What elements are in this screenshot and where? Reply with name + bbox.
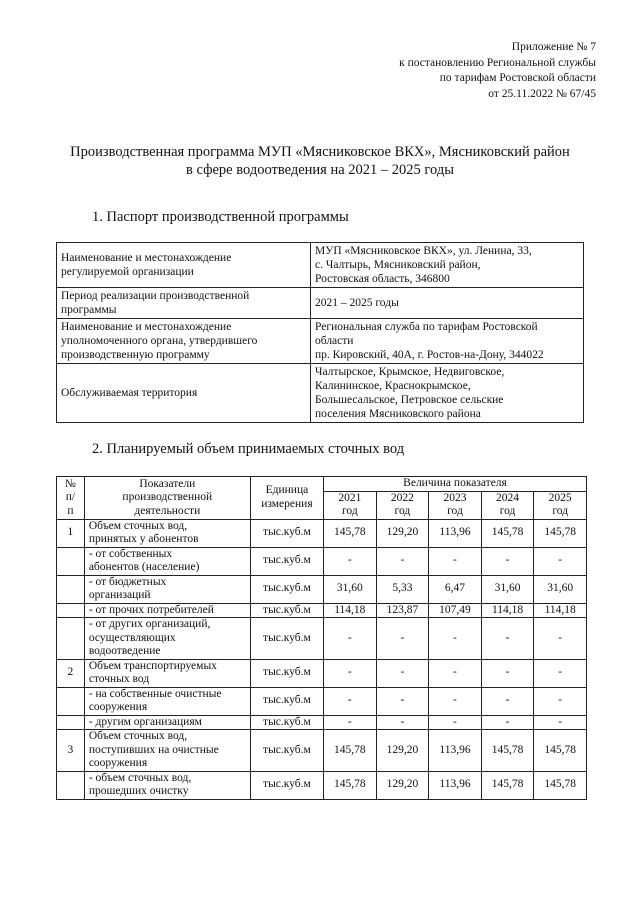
passport-table-body [57, 243, 584, 423]
row-value: - [481, 618, 534, 660]
row-value: - [429, 547, 482, 575]
row-unit: тыс.куб.м [250, 687, 323, 715]
row-value: 31,60 [481, 575, 534, 603]
passport-row [57, 288, 584, 319]
row-value: 145,78 [324, 730, 377, 772]
row-indicator: - от прочих потребителей [84, 603, 250, 618]
row-indicator: - от других организаций, осуществляющих водоотведение [84, 618, 250, 660]
row-value: - [376, 715, 429, 730]
row-value: 113,96 [429, 771, 482, 799]
passport-table [56, 242, 584, 423]
row-num [57, 547, 85, 575]
passport-value: МУП «Мясниковское ВКХ», ул. Ленина, 33, с. Чалтырь, Мясниковский район, Ростовская область, 346800 [311, 243, 584, 288]
row-unit: тыс.куб.м [250, 547, 323, 575]
row-indicator: - на собственные очистные сооружения [84, 687, 250, 715]
row-unit: тыс.куб.м [250, 603, 323, 618]
row-num: 3 [57, 730, 85, 772]
row-value: - [429, 715, 482, 730]
annex-line: к постановлению Региональной службы [399, 56, 596, 69]
table-row [57, 519, 587, 547]
header-year: 2025 год [534, 491, 587, 519]
header-year: 2021 год [324, 491, 377, 519]
row-value: 113,96 [429, 519, 482, 547]
row-value: - [481, 659, 534, 687]
row-value: - [324, 547, 377, 575]
row-num [57, 575, 85, 603]
section-heading-passport: 1. Паспорт производственной программы [92, 209, 349, 225]
row-unit: тыс.куб.м [250, 519, 323, 547]
table-row [57, 618, 587, 660]
row-num [57, 618, 85, 660]
row-num: 1 [57, 519, 85, 547]
row-num [57, 687, 85, 715]
row-value: 129,20 [376, 519, 429, 547]
table-row [57, 715, 587, 730]
row-value: - [324, 618, 377, 660]
row-value: - [324, 715, 377, 730]
row-value: 107,49 [429, 603, 482, 618]
row-num [57, 715, 85, 730]
annex-line: Приложение № 7 [511, 41, 596, 53]
row-value: - [324, 687, 377, 715]
row-value: 129,20 [376, 771, 429, 799]
annex-block [399, 40, 596, 102]
row-value: - [481, 687, 534, 715]
passport-value: Чалтырское, Крымское, Недвиговское, Калининское, Краснокрымское, Большесальское, Петровское сельские поселения Мясниковского района [311, 364, 584, 423]
row-value: 5,33 [376, 575, 429, 603]
header-unit: Единица измерения [250, 477, 323, 520]
row-value: 145,78 [481, 771, 534, 799]
passport-value: Региональная служба по тарифам Ростовской области пр. Кировский, 40А, г. Ростов-на-Дону, 344022 [311, 319, 584, 364]
row-value: - [429, 659, 482, 687]
row-value: - [534, 659, 587, 687]
row-indicator: Объем сточных вод, поступивших на очистные сооружения [84, 730, 250, 772]
title-line: Производственная программа МУП «Мясниковское ВКХ», Мясниковский район [70, 144, 570, 160]
volume-table [56, 476, 587, 800]
row-value: - [534, 547, 587, 575]
passport-label: Период реализации производственной программы [57, 288, 311, 319]
row-value: - [429, 687, 482, 715]
row-value: 145,78 [534, 771, 587, 799]
row-value: 129,20 [376, 730, 429, 772]
row-num: 2 [57, 659, 85, 687]
table-row [57, 603, 587, 618]
document-title [40, 143, 600, 179]
section-heading-volume: 2. Планируемый объем принимаемых сточных вод [92, 441, 405, 457]
header-value: Величина показателя [324, 477, 587, 492]
row-value: - [534, 687, 587, 715]
table-row [57, 659, 587, 687]
annex-line: по тарифам Ростовской области [439, 72, 596, 84]
row-value: 145,78 [481, 519, 534, 547]
header-year: 2022 год [376, 491, 429, 519]
row-num [57, 771, 85, 799]
row-num [57, 603, 85, 618]
passport-value: 2021 – 2025 годы [311, 288, 584, 319]
row-value: - [429, 618, 482, 660]
row-value: 145,78 [534, 730, 587, 772]
row-indicator: Объем транспортируемых сточных вод [84, 659, 250, 687]
passport-label: Наименование и местонахождение уполномоченного органа, утвердившего производственную программу [57, 319, 311, 364]
row-unit: тыс.куб.м [250, 575, 323, 603]
table-row [57, 547, 587, 575]
row-value: - [376, 547, 429, 575]
row-value: - [481, 547, 534, 575]
row-unit: тыс.куб.м [250, 618, 323, 660]
row-unit: тыс.куб.м [250, 659, 323, 687]
row-value: - [534, 618, 587, 660]
row-value: - [481, 715, 534, 730]
row-value: 31,60 [324, 575, 377, 603]
row-indicator: Объем сточных вод, принятых у абонентов [84, 519, 250, 547]
row-value: 114,18 [481, 603, 534, 618]
row-indicator: - другим организациям [84, 715, 250, 730]
row-value: - [324, 659, 377, 687]
row-value: 123,87 [376, 603, 429, 618]
title-line: в сфере водоотведения на 2021 – 2025 годы [186, 162, 454, 178]
row-unit: тыс.куб.м [250, 730, 323, 772]
header-year: 2023 год [429, 491, 482, 519]
volume-table-body [57, 519, 587, 799]
row-unit: тыс.куб.м [250, 771, 323, 799]
row-indicator: - объем сточных вод, прошедших очистку [84, 771, 250, 799]
passport-row [57, 364, 584, 423]
row-value: 6,47 [429, 575, 482, 603]
header-num: № п/ п [57, 477, 85, 520]
row-indicator: - от собственных абонентов (население) [84, 547, 250, 575]
table-row [57, 575, 587, 603]
table-row [57, 771, 587, 799]
row-value: - [376, 618, 429, 660]
row-value: 145,78 [324, 771, 377, 799]
header-year: 2024 год [481, 491, 534, 519]
row-value: 31,60 [534, 575, 587, 603]
row-value: 145,78 [481, 730, 534, 772]
header-indicator: Показатели производственной деятельности [84, 477, 250, 520]
row-indicator: - от бюджетных организаций [84, 575, 250, 603]
row-value: - [376, 687, 429, 715]
passport-label: Наименование и местонахождение регулируемой организации [57, 243, 311, 288]
row-value: 113,96 [429, 730, 482, 772]
row-value: 145,78 [534, 519, 587, 547]
passport-row [57, 243, 584, 288]
passport-label: Обслуживаемая территория [57, 364, 311, 423]
row-value: - [376, 659, 429, 687]
table-row [57, 687, 587, 715]
passport-row [57, 319, 584, 364]
row-value: 114,18 [534, 603, 587, 618]
row-value: 114,18 [324, 603, 377, 618]
annex-line: от 25.11.2022 № 67/45 [488, 87, 596, 100]
row-unit: тыс.куб.м [250, 715, 323, 730]
row-value: - [534, 715, 587, 730]
table-row [57, 730, 587, 772]
row-value: 145,78 [324, 519, 377, 547]
volume-table-head [57, 477, 587, 520]
